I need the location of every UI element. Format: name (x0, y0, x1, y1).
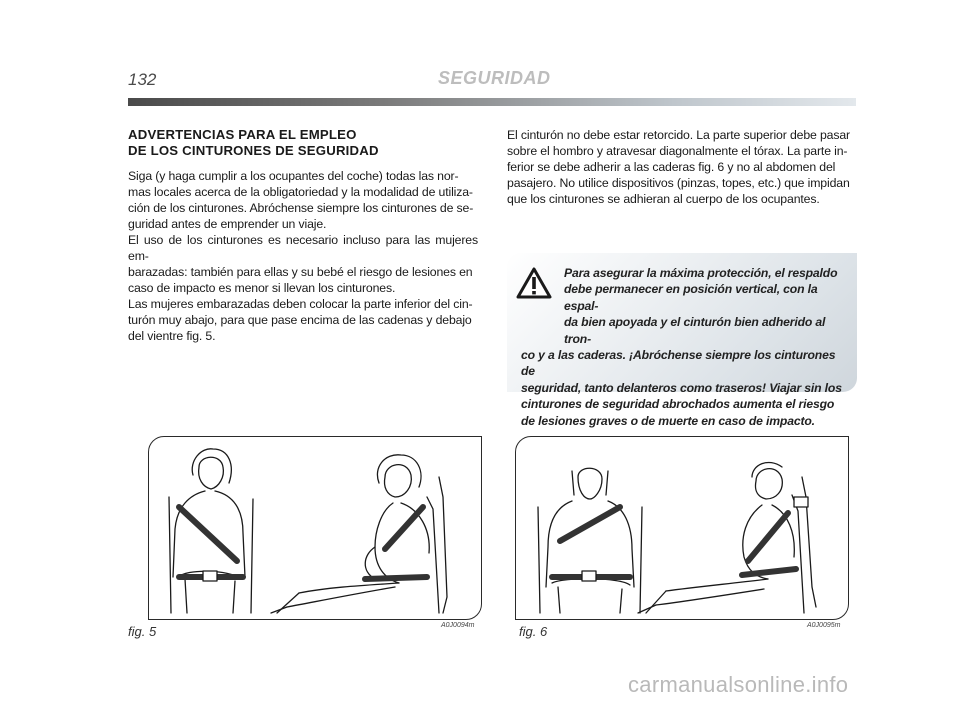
text-line: pasajero. No utilice dispositivos (pinzas, topes, etc.) que impidan (507, 176, 850, 190)
left-body-text (128, 168, 478, 344)
warning-line: cinturones de seguridad abrochados aumenta el riesgo (521, 397, 835, 412)
header-rule (128, 98, 856, 106)
text-line: mas locales acerca de la obligatoriedad y la modalidad de utiliza- (128, 185, 473, 199)
warning-line: co y a las caderas. ¡Abróchense siempre los cinturones de (521, 348, 836, 379)
heading-line: DE LOS CINTURONES DE SEGURIDAD (128, 143, 379, 158)
warning-line: de lesiones graves o de muerte en caso de impacto. (521, 413, 815, 428)
text-line: barazadas: también para ellas y su bebé el riesgo de lesiones en (128, 265, 473, 279)
watermark: carmanualsonline.info (628, 672, 849, 697)
right-body-text (507, 127, 857, 207)
text-line: turón muy abajo, para que pase encima de las cadenas y debajo (128, 313, 472, 327)
figure-5-code: A0J0094m (441, 622, 475, 629)
figure-5 (148, 436, 482, 620)
text-line: que los cinturones se adhieran al cuerpo de los ocupantes. (507, 192, 820, 206)
section-title: SEGURIDAD (438, 68, 551, 88)
warning-line: da bien apoyada y el cinturón bien adherido al tron- (564, 315, 826, 346)
right-column (507, 127, 857, 207)
text-line: del vientre fig. 5. (128, 329, 216, 343)
text-line: caso de impacto es menor si llevan los cinturones. (128, 281, 396, 295)
warning-line: debe permanecer en posición vertical, con la espal- (564, 282, 818, 313)
text-line: El cinturón no debe estar retorcido. La parte superior debe pasar (507, 128, 850, 142)
warning-line: Para asegurar la máxima protección, el respaldo (564, 266, 838, 280)
text-line: sobre el hombro y atravesar diagonalmente el tórax. La parte in- (507, 144, 848, 158)
text-line: guridad antes de emprender un viaje. (128, 217, 327, 231)
page-number: 132 (128, 70, 157, 89)
seatbelt-illustration-pregnant (149, 437, 481, 619)
text-line: ferior se debe adherir a las caderas fig. 6 y no al abdomen del (507, 160, 836, 174)
figure-6-caption: fig. 6 (519, 624, 548, 639)
heading-line: ADVERTENCIAS PARA EL EMPLEO (128, 127, 357, 142)
figure-6-code: A0J0095m (807, 622, 841, 629)
text-line: Las mujeres embarazadas deben colocar la parte inferior del cin- (128, 297, 473, 311)
figure-6 (515, 436, 849, 620)
left-column (128, 127, 478, 344)
warning-line: seguridad, tanto delanteros como traseros! Viajar sin los (521, 380, 842, 395)
warning-text (521, 265, 851, 429)
text-line: El uso de los cinturones es necesario incluso para las mujeres em- (128, 233, 478, 263)
figure-5-caption: fig. 5 (128, 624, 157, 639)
section-heading (128, 127, 478, 159)
text-line: ción de los cinturones. Abróchense siempre los cinturones de se- (128, 201, 474, 215)
seatbelt-illustration-adult (516, 437, 848, 619)
text-line: Siga (y haga cumplir a los ocupantes del coche) todas las nor- (128, 169, 459, 183)
